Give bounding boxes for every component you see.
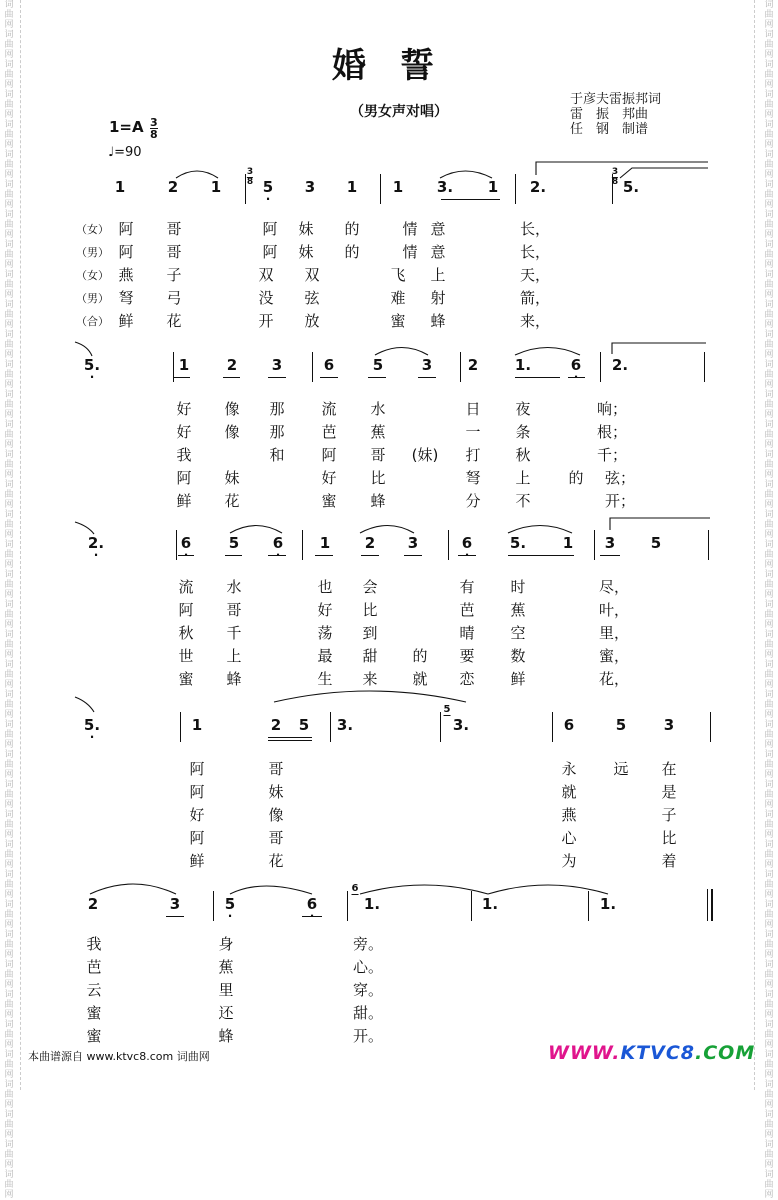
octave-dot: · xyxy=(89,730,95,744)
lyric-char: 我 xyxy=(86,935,102,953)
lyric-char: 那 xyxy=(269,423,285,441)
lyric-char: 蜂 xyxy=(370,492,386,510)
lyric-char: 穿。 xyxy=(352,981,384,999)
lyric-char: 心 xyxy=(561,829,577,847)
lyric-char: (妹) xyxy=(411,446,439,464)
lyric-char: 时 xyxy=(510,578,526,596)
note: 5 xyxy=(615,716,627,734)
note: 1 xyxy=(392,178,404,196)
lyric-char: 荡 xyxy=(317,624,333,642)
note: 2. xyxy=(87,534,105,552)
voice-role: （男） xyxy=(76,292,109,305)
note: 1. xyxy=(481,895,499,913)
lyric-char: 来， xyxy=(519,312,551,330)
slur xyxy=(230,886,312,894)
lyric-char: 比 xyxy=(661,829,677,847)
lyric-char: 蜜 xyxy=(86,1004,102,1022)
lyric-char: 晴 xyxy=(459,624,475,642)
lyric-char: 燕 xyxy=(561,806,577,824)
note: 5 xyxy=(372,356,384,374)
lyric-char: 好 xyxy=(176,423,192,441)
lyric-char: 阿 xyxy=(176,469,192,487)
lyric-char: 根； xyxy=(596,423,628,441)
lyric-char: 双 xyxy=(304,266,320,284)
lyric-char: 到 xyxy=(362,624,378,642)
lyric-char: 的 xyxy=(344,243,360,261)
note: 5 xyxy=(262,178,274,196)
lyric-char: 花 xyxy=(268,852,284,870)
lyric-char: 双 xyxy=(258,266,274,284)
logo-brand: KTVC8 xyxy=(620,1042,696,1064)
lyric-char: 花 xyxy=(166,312,182,330)
note: 5 xyxy=(298,716,310,734)
lyric-char: 阿 xyxy=(189,783,205,801)
lyric-char: 难 xyxy=(390,289,406,307)
slur xyxy=(440,171,492,178)
note: 3 xyxy=(604,534,616,552)
lyric-char: 长， xyxy=(519,243,551,261)
lyric-char: 芭 xyxy=(321,423,337,441)
lyric-char: 会 xyxy=(362,578,378,596)
note: 1 xyxy=(346,178,358,196)
note: 2 xyxy=(87,895,99,913)
lyric-char: 阿 xyxy=(189,760,205,778)
note: 5. xyxy=(83,356,101,374)
note: 2 xyxy=(467,356,479,374)
lyric-char: 打 xyxy=(465,446,481,464)
slur xyxy=(488,885,608,894)
lyric-char: 蜂 xyxy=(226,670,242,688)
voice-role: （男） xyxy=(76,246,109,259)
lyric-char: 天， xyxy=(519,266,551,284)
lyric-char: 蜜 xyxy=(321,492,337,510)
note: 2. xyxy=(611,356,629,374)
note: 6 xyxy=(306,895,318,913)
lyric-char: 甜。 xyxy=(352,1004,384,1022)
lyric-char: 像 xyxy=(224,423,240,441)
lyric-char: 千； xyxy=(596,446,628,464)
note: 6 xyxy=(180,534,192,552)
note: 3 xyxy=(663,716,675,734)
grace-note: 6 xyxy=(351,883,359,894)
octave-dot: · xyxy=(93,548,99,562)
lyric-char: 开； xyxy=(604,492,636,510)
lyric-char: 心。 xyxy=(352,958,384,976)
note: 1 xyxy=(114,178,126,196)
lyric-char: 蜂 xyxy=(218,1027,234,1045)
lyric-char: 千 xyxy=(226,624,242,642)
lyric-char: 永 xyxy=(561,760,577,778)
lyric-char: 来 xyxy=(362,670,378,688)
time-bottom: 8 xyxy=(150,128,158,141)
lyric-char: 为 xyxy=(561,852,577,870)
credit-score: 任 钢 制谱 xyxy=(570,122,649,137)
lyric-char: 的 xyxy=(344,220,360,238)
key-signature: 1=A xyxy=(109,118,144,136)
lyric-char: 好 xyxy=(321,469,337,487)
song-title: 婚誓 xyxy=(332,46,468,86)
lyric-char: 好 xyxy=(317,601,333,619)
lyric-char: 蜜 xyxy=(178,670,194,688)
lyric-char: 流 xyxy=(178,578,194,596)
source-footer: 本曲谱源自 www.ktvc8.com 词曲网 xyxy=(28,1050,210,1063)
tie-end xyxy=(75,342,92,356)
lyric-char: 放 xyxy=(304,312,320,330)
lyric-char: 水 xyxy=(370,400,386,418)
lyric-char: 像 xyxy=(224,400,240,418)
lyric-char: 的 xyxy=(412,647,428,665)
lyric-char: 最 xyxy=(317,647,333,665)
lyric-char: 要 xyxy=(459,647,475,665)
lyric-char: 蜜 xyxy=(86,1027,102,1045)
lyric-char: 哥 xyxy=(166,243,182,261)
lyric-char: 意 xyxy=(430,243,446,261)
note: 1 xyxy=(487,178,499,196)
slur xyxy=(375,348,428,356)
lyric-char: 鲜 xyxy=(189,852,205,870)
lyric-char: 流 xyxy=(321,400,337,418)
octave-dot: · xyxy=(89,370,95,384)
lyric-char: 哥 xyxy=(166,220,182,238)
lyric-char: 芭 xyxy=(459,601,475,619)
lyric-char: 情 xyxy=(402,220,418,238)
lyric-char: 秋 xyxy=(515,446,531,464)
lyric-char: 鲜 xyxy=(510,670,526,688)
lyric-char: 箭， xyxy=(519,289,551,307)
logo-tld: .COM xyxy=(695,1042,756,1064)
lyric-char: 阿 xyxy=(321,446,337,464)
note: 3. xyxy=(452,716,470,734)
lyric-char: 蜂 xyxy=(430,312,446,330)
voice-role: （合） xyxy=(76,315,109,328)
note: 5. xyxy=(509,534,527,552)
lyric-char: 射 xyxy=(430,289,446,307)
note: 3. xyxy=(436,178,454,196)
lyric-char: 在 xyxy=(661,760,677,778)
lyric-char: 甜 xyxy=(362,647,378,665)
slur xyxy=(230,526,282,534)
lyric-char: 蜜， xyxy=(598,647,630,665)
lyric-char: 弩 xyxy=(465,469,481,487)
left-watermark: 词曲网词曲网词曲网词曲网词曲网词曲网词曲网词曲网词曲网词曲网词曲网词曲网词曲网词曲网词曲网词曲网词曲网词曲网词曲网词曲网词曲网词曲网词曲网词曲网词曲网词曲网词曲网词曲网词曲网词曲网词曲网词曲网词曲网词曲网词曲网词曲网词曲网词曲网词曲网词曲网 xyxy=(4,0,14,1200)
note: 6 xyxy=(461,534,473,552)
lyric-char: 哥 xyxy=(370,446,386,464)
lyric-char: 身 xyxy=(218,935,234,953)
lyric-char: 的 xyxy=(568,469,584,487)
right-watermark: 词曲网词曲网词曲网词曲网词曲网词曲网词曲网词曲网词曲网词曲网词曲网词曲网词曲网词曲网词曲网词曲网词曲网词曲网词曲网词曲网词曲网词曲网词曲网词曲网词曲网词曲网词曲网词曲网词曲网词曲网词曲网词曲网词曲网词曲网词曲网词曲网词曲网词曲网词曲网词曲网 xyxy=(764,0,774,1200)
lyric-char: 那 xyxy=(269,400,285,418)
lyric-char: 阿 xyxy=(262,220,278,238)
lyric-char: 花 xyxy=(224,492,240,510)
note: 1 xyxy=(562,534,574,552)
note: 5. xyxy=(83,716,101,734)
lyric-char: 分 xyxy=(465,492,481,510)
song-subtitle: （男女声对唱） xyxy=(350,104,448,120)
lyric-char: 情 xyxy=(402,243,418,261)
lyric-char: 叶， xyxy=(598,601,630,619)
lyric-char: 开。 xyxy=(352,1027,384,1045)
slur xyxy=(274,691,466,702)
lyric-char: 有 xyxy=(459,578,475,596)
tie-end xyxy=(75,697,94,712)
lyric-char: 生 xyxy=(317,670,333,688)
logo-www: WWW. xyxy=(548,1042,621,1064)
lyric-char: 着 xyxy=(661,852,677,870)
lyric-char: 旁。 xyxy=(352,935,384,953)
lyric-char: 妹 xyxy=(268,783,284,801)
lyric-char: 鲜 xyxy=(118,312,134,330)
lyric-char: 花， xyxy=(598,670,630,688)
lyric-char: 日 xyxy=(465,400,481,418)
lyric-char: 长， xyxy=(519,220,551,238)
lyric-char: 上 xyxy=(430,266,446,284)
grace-note: 5 xyxy=(443,704,451,715)
lyric-char: 远 xyxy=(613,760,629,778)
lyric-char: 条 xyxy=(515,423,531,441)
lyric-char: 妹 xyxy=(298,243,314,261)
lyric-char: 没 xyxy=(258,289,274,307)
inline-time-signature: 3 8 xyxy=(246,167,254,187)
note: 1 xyxy=(210,178,222,196)
note: 2 xyxy=(167,178,179,196)
lyric-char: 就 xyxy=(412,670,428,688)
note: 5. xyxy=(622,178,640,196)
lyric-char: 哥 xyxy=(268,760,284,778)
note: 1. xyxy=(599,895,617,913)
lyric-char: 子 xyxy=(661,806,677,824)
lyric-char: 开 xyxy=(258,312,274,330)
lyric-char: 哥 xyxy=(226,601,242,619)
lyric-char: 蜜 xyxy=(390,312,406,330)
lyric-char: 妹 xyxy=(224,469,240,487)
note: 2 xyxy=(270,716,282,734)
note: 6 xyxy=(563,716,575,734)
lyric-char: 空 xyxy=(510,624,526,642)
lyric-char: 意 xyxy=(430,220,446,238)
note: 6 xyxy=(570,356,582,374)
lyric-char: 尽， xyxy=(598,578,630,596)
lyric-char: 弦； xyxy=(604,469,636,487)
lyric-char: 上 xyxy=(515,469,531,487)
lyric-char: 阿 xyxy=(262,243,278,261)
note: 6 xyxy=(323,356,335,374)
slur xyxy=(90,884,176,894)
slur xyxy=(360,526,414,534)
voice-role: （女） xyxy=(76,269,109,282)
voice-role: （女） xyxy=(76,223,109,236)
time-top: 3 xyxy=(150,116,158,129)
note: 3 xyxy=(407,534,419,552)
note: 2 xyxy=(226,356,238,374)
note: 1 xyxy=(191,716,203,734)
lyric-char: 恋 xyxy=(459,670,475,688)
note: 2 xyxy=(364,534,376,552)
note: 3 xyxy=(169,895,181,913)
note: 1. xyxy=(514,356,532,374)
note: 5 xyxy=(228,534,240,552)
lyric-char: 一 xyxy=(465,423,481,441)
lyric-char: 夜 xyxy=(515,400,531,418)
lyric-char: 也 xyxy=(317,578,333,596)
lyric-char: 阿 xyxy=(118,243,134,261)
lyric-char: 是 xyxy=(661,783,677,801)
lyric-char: 数 xyxy=(510,647,526,665)
lyric-char: 就 xyxy=(561,783,577,801)
site-logo[interactable] xyxy=(548,1042,755,1064)
credit-lyrics: 于彦夫雷振邦词 xyxy=(570,92,662,107)
slur xyxy=(176,171,218,178)
lyric-char: 飞 xyxy=(390,266,406,284)
lyric-char: 燕 xyxy=(118,266,134,284)
lyric-char: 里， xyxy=(598,624,630,642)
lyric-char: 阿 xyxy=(118,220,134,238)
note: 1 xyxy=(178,356,190,374)
lyric-char: 芭 xyxy=(86,958,102,976)
note: 3 xyxy=(421,356,433,374)
lyric-char: 水 xyxy=(226,578,242,596)
lyric-char: 秋 xyxy=(178,624,194,642)
note: 1 xyxy=(319,534,331,552)
lyric-char: 蕉 xyxy=(510,601,526,619)
lyric-char: 子 xyxy=(166,266,182,284)
tie-bracket xyxy=(620,168,708,178)
octave-dot: · xyxy=(265,192,271,206)
credit-music: 雷 振 邦曲 xyxy=(570,107,649,122)
lyric-char: 我 xyxy=(176,446,192,464)
slur xyxy=(515,348,580,356)
octave-dot: · xyxy=(227,909,233,923)
lyric-char: 响； xyxy=(596,400,628,418)
lyric-char: 比 xyxy=(370,469,386,487)
lyric-char: 鲜 xyxy=(176,492,192,510)
note: 2. xyxy=(529,178,547,196)
lyric-char: 妹 xyxy=(298,220,314,238)
lyric-char: 云 xyxy=(86,981,102,999)
note: 3 xyxy=(271,356,283,374)
slur xyxy=(360,885,488,894)
tie-bracket xyxy=(610,518,710,530)
lyric-char: 弩 xyxy=(118,289,134,307)
tie-end xyxy=(75,522,94,534)
lyric-char: 好 xyxy=(189,806,205,824)
note: 3. xyxy=(336,716,354,734)
lyric-char: 世 xyxy=(178,647,194,665)
lyric-char: 阿 xyxy=(189,829,205,847)
lyric-char: 还 xyxy=(218,1004,234,1022)
lyric-char: 弦 xyxy=(304,289,320,307)
lyric-char: 哥 xyxy=(268,829,284,847)
lyric-char: 像 xyxy=(268,806,284,824)
lyric-char: 和 xyxy=(269,446,285,464)
lyric-char: 弓 xyxy=(166,289,182,307)
lyric-char: 好 xyxy=(176,400,192,418)
note: 3 xyxy=(304,178,316,196)
lyric-char: 阿 xyxy=(178,601,194,619)
lyric-char: 里 xyxy=(218,981,234,999)
lyric-char: 上 xyxy=(226,647,242,665)
inline-time-signature: 3 8 xyxy=(611,167,619,187)
lyric-char: 蕉 xyxy=(370,423,386,441)
lyric-char: 蕉 xyxy=(218,958,234,976)
slur xyxy=(508,526,572,534)
lyric-char: 不 xyxy=(515,492,531,510)
note: 1. xyxy=(363,895,381,913)
lyric-char: 比 xyxy=(362,601,378,619)
note: 5 xyxy=(650,534,662,552)
note: 5 xyxy=(224,895,236,913)
tie-bracket xyxy=(612,343,706,354)
note: 6 xyxy=(272,534,284,552)
tempo-mark: ♩=90 xyxy=(108,145,142,160)
